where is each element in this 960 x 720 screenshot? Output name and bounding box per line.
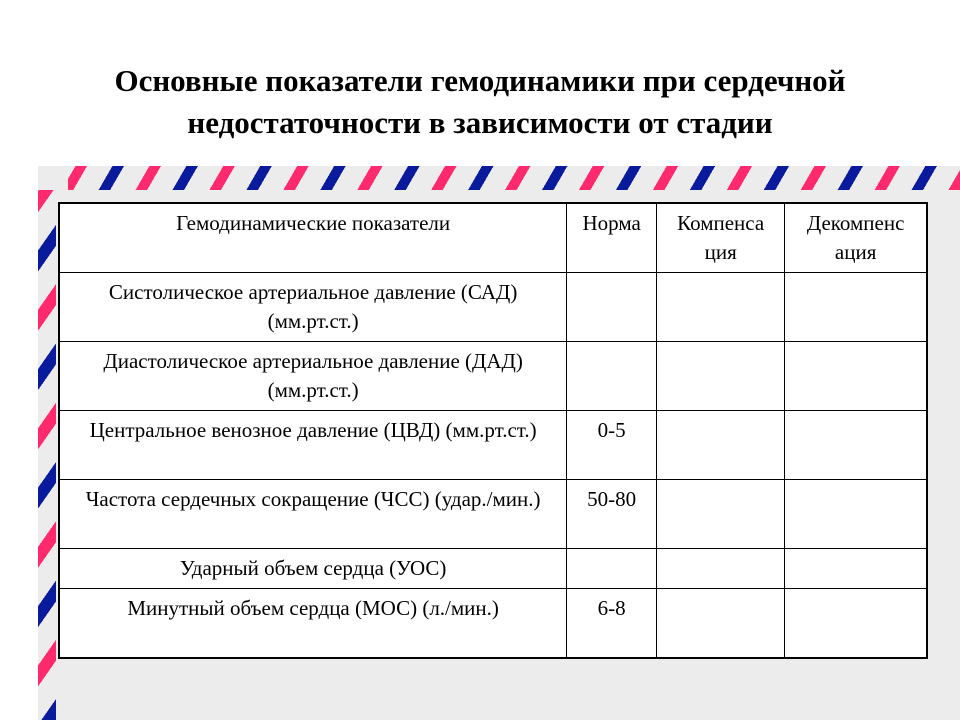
hemodynamics-table — [58, 202, 928, 659]
cell-compensation — [657, 549, 785, 589]
header-decompensation: Декомпенс ация — [785, 203, 927, 273]
cell-decompensation — [785, 342, 927, 411]
cell-compensation — [657, 342, 785, 411]
cell-compensation — [657, 411, 785, 480]
cell-norm — [567, 549, 657, 589]
table-row — [59, 273, 927, 342]
cell-norm: 0-5 — [567, 411, 657, 480]
airmail-stripes-top — [68, 166, 960, 190]
cell-compensation — [657, 589, 785, 659]
cell-norm: 6-8 — [567, 589, 657, 659]
cell-param: Диастолическое артериальное давление (ДАД) (мм.рт.ст.) — [59, 342, 567, 411]
table-row — [59, 480, 927, 549]
cell-decompensation — [785, 549, 927, 589]
slide-title-line-1: Основные показатели гемодинамики при сердечной — [114, 63, 846, 98]
table-row — [59, 549, 927, 589]
table-header-row — [59, 203, 927, 273]
cell-norm — [567, 342, 657, 411]
slide-title — [0, 60, 960, 144]
airmail-stripes-left — [38, 190, 56, 720]
slide-title-line-2: недостаточности в зависимости от стадии — [187, 105, 773, 140]
cell-compensation — [657, 480, 785, 549]
cell-param: Центральное венозное давление (ЦВД) (мм.рт.ст.) — [59, 411, 567, 480]
cell-decompensation — [785, 480, 927, 549]
cell-param: Частота сердечных сокращение (ЧСС) (удар./мин.) — [59, 480, 567, 549]
table-row — [59, 411, 927, 480]
cell-param: Ударный объем сердца (УОС) — [59, 549, 567, 589]
cell-decompensation — [785, 273, 927, 342]
header-compensation: Компенса ция — [657, 203, 785, 273]
cell-param: Минутный объем сердца (МОС) (л./мин.) — [59, 589, 567, 659]
header-param: Гемодинамические показатели — [59, 203, 567, 273]
cell-compensation — [657, 273, 785, 342]
header-norm: Норма — [567, 203, 657, 273]
cell-decompensation — [785, 411, 927, 480]
cell-norm: 50-80 — [567, 480, 657, 549]
cell-decompensation — [785, 589, 927, 659]
cell-norm — [567, 273, 657, 342]
table-row — [59, 589, 927, 659]
table-row — [59, 342, 927, 411]
cell-param: Систолическое артериальное давление (САД) (мм.рт.ст.) — [59, 273, 567, 342]
